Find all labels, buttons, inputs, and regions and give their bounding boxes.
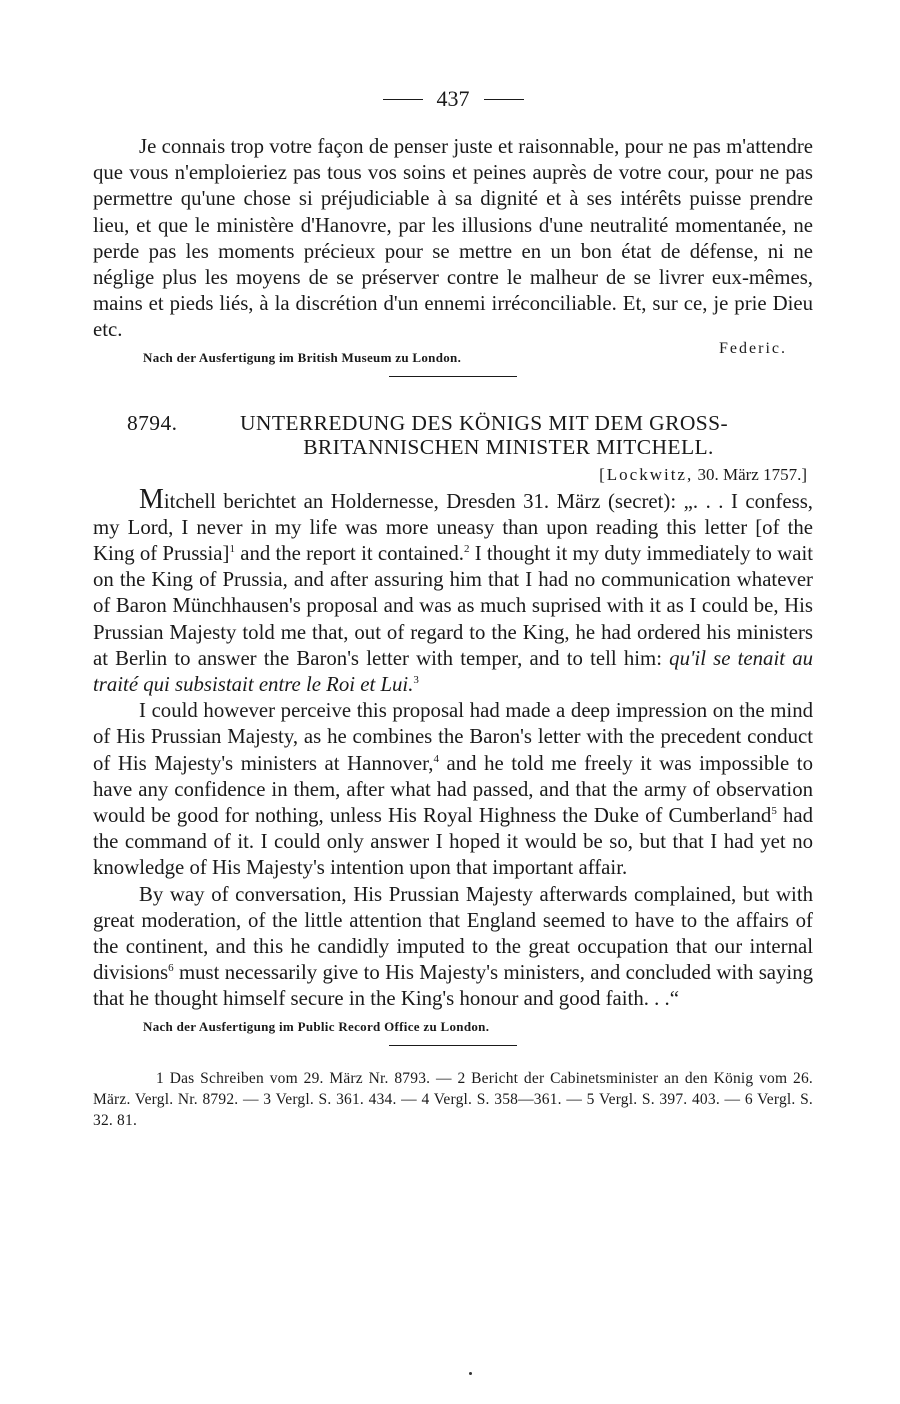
document-number: 8794. — [127, 410, 178, 435]
report-paragraph-3 — [93, 882, 813, 1013]
footnote-ref-3: 3 — [413, 674, 419, 687]
letter-paragraph: Je connais trop votre façon de penser juste et raisonnable, pour ne pas m'attendre que vous n'emploieriez pas tous vos soins et peines auprès de votre cour, pour ne pas permettre qu'une chose si préjudiciable à sa dignité et à ses intérêts puisse prendre lieu, et que le ministère d'Hanovre, par les illusions d'une neutralité momentanée, ne perde pas les moments précieux pour se mettre en un bon état de défense, ni ne néglige plus les moyens de se préserver contre le malheur de se livrer eux-mêmes, mains et pieds liés, à la discrétion d'un ennemi irréconciliable. Et, sur ce, je prie Dieu etc. — [93, 135, 813, 342]
initial-letter: M — [139, 483, 164, 515]
report-paragraph-1 — [93, 483, 814, 699]
footnotes: 1 Das Schreiben vom 29. März Nr. 8793. — 2 Bericht der Cabinetsminister an den König vom 26. März. Vergl. Nr. 8792. — 3 Vergl. S. 361. 434. — 4 Vergl. S. 358—361. — 5 Vergl. S. 397. 403. — 6 Vergl. S. 32. 81. — [93, 1069, 813, 1129]
report-text: must necessarily give to His Majesty's ministers, and concluded with saying that he thought himself secure in the King's honour and good faith. . .“ — [93, 961, 813, 1011]
section-divider — [389, 376, 517, 377]
footnote-divider — [389, 1045, 517, 1046]
footnote-ref-5: 5 — [771, 805, 777, 818]
report-text: itchell berichtet an Holdernesse, Dresden 31. März (secret): „. . . I confess, my Lord, I never in my life was more uneasy than upon reading this letter [of the King of Prussia] — [93, 489, 813, 566]
book-page — [93, 86, 813, 1146]
source-note-letter: Nach der Ausfertigung im British Museum zu London. — [143, 349, 462, 365]
dateline-place: [Lockwitz, — [599, 464, 694, 484]
signature: Federic. — [719, 339, 787, 357]
page-number: 437 — [436, 86, 470, 111]
footnote-ref-6: 6 — [168, 962, 174, 975]
footnote-ref-4: 4 — [433, 752, 439, 765]
footnote-ref-2: 2 — [463, 543, 470, 556]
header-dash-right — [484, 99, 524, 100]
report-text: By way of conversation, His Prussian Majesty afterwards complained, but with great moderation, of the little attention that England seemed to have to the affairs of the continent, and this he candidly imputed to the great occupation that our internal divisions — [93, 882, 813, 985]
report-text: and he told me freely it was impossible to have any confidence in them, after what had passed, and that the army of observation would be good for nothing, unless His Royal Highness the Duke of Cumberland — [93, 751, 813, 828]
page-speck — [469, 1372, 472, 1375]
document-title-line-1: UNTERREDUNG DES KÖNIGS MIT DEM GROSS- — [240, 410, 729, 435]
document-title-line-2: BRITANNISCHEN MINISTER MITCHELL. — [303, 434, 714, 459]
source-note-report: Nach der Ausfertigung im Public Record Office zu London. — [143, 1018, 490, 1034]
report-paragraph-2 — [93, 698, 813, 881]
document-heading — [93, 411, 813, 459]
report-text: had the command of it. I could only answer I hoped it would be so, but that I had yet no knowledge of His Majesty's intention upon that important affair. — [93, 804, 814, 880]
page-header — [93, 86, 813, 112]
french-quotation: qu'il se tenait au traité qui subsistait entre le Roi et Lui. — [93, 646, 813, 697]
dateline — [93, 465, 807, 485]
footnote-ref-1: 1 — [229, 543, 235, 556]
dateline-date: 30. März 1757.] — [697, 464, 807, 484]
report-text: and the report it contained. — [234, 542, 464, 566]
header-dash-left — [383, 99, 423, 100]
document-title — [240, 411, 813, 459]
report-text: I thought it my duty immediately to wait on the King of Prussia, and after assuring him that I had no communication whatever of Baron Münchhausen's proposal and was as much suprised with it as I could be, His Prussian Majesty told me that, out of regard to the King, he had ordered his ministers at Berlin to answer the Baron's letter with temper, and to tell him: — [93, 542, 814, 670]
report-text: I could however perceive this proposal had made a deep impression on the mind of His Prussian Majesty, as he combines the Baron's letter with the precedent conduct of His Majesty's ministers at Hannover, — [93, 699, 813, 775]
